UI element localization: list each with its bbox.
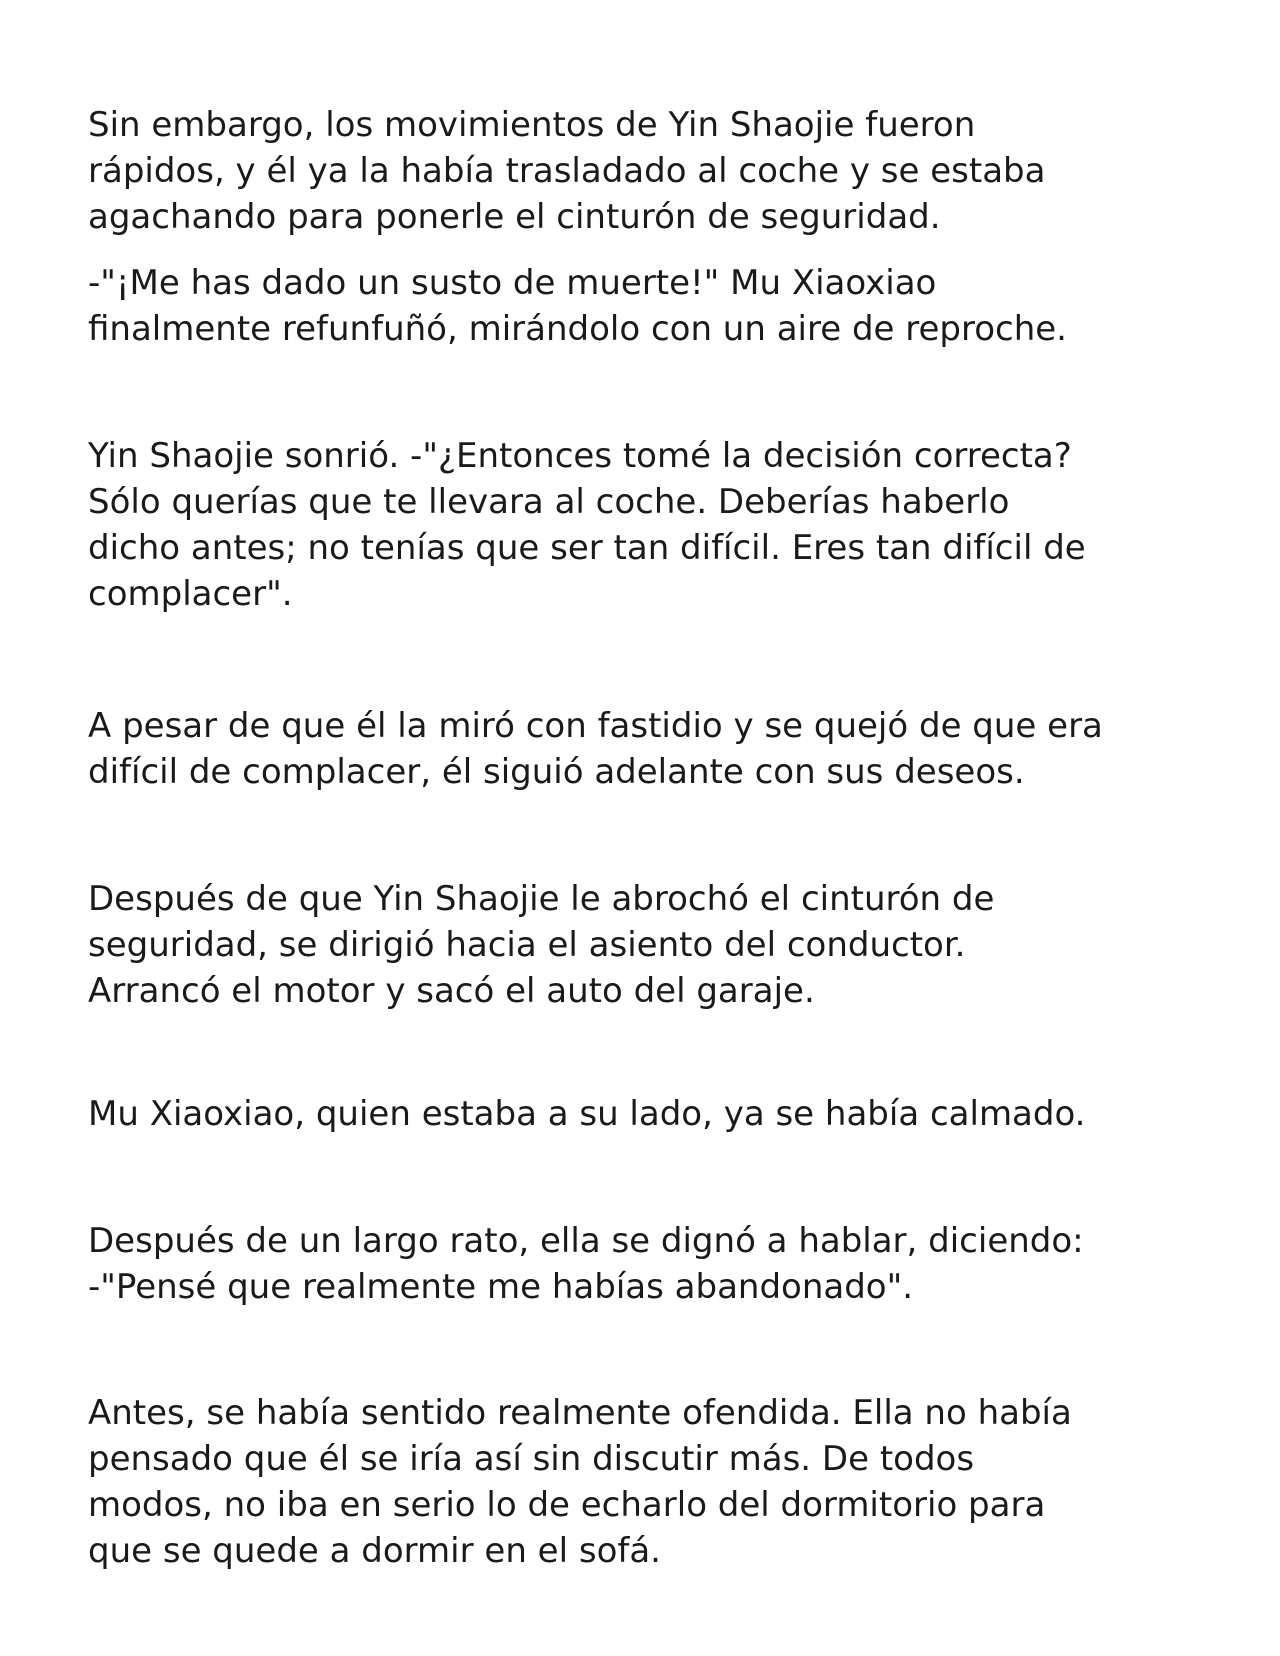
paragraph-1: Sin embargo, los movimientos de Yin Shaojie fueron rápidos, y él ya la había trasladado al coche y se estaba agachando para ponerle el cinturón de seguridad. <box>88 105 1046 237</box>
paragraph-7: Después de un largo rato, ella se dignó a hablar, diciendo: -"Pensé que realmente me habías abandonado". <box>88 1221 1084 1307</box>
paragraph-4: A pesar de que él la miró con fastidio y se quejó de que era difícil de complacer, él siguió adelante con sus deseos. <box>88 706 1103 792</box>
paragraph-8: Antes, se había sentido realmente ofendida. Ella no había pensado que él se iría así sin discutir más. De todos modos, no iba en serio lo de echarlo del dormitorio para que se quede a dormir en el sofá. <box>88 1393 1072 1571</box>
paragraph-5: Después de que Yin Shaojie le abrochó el cinturón de seguridad, se dirigió hacia el asiento del conductor. Arrancó el motor y sacó el auto del garaje. <box>88 879 995 1011</box>
paragraph-6: Mu Xiaoxiao, quien estaba a su lado, ya se había calmado. <box>88 1094 1086 1134</box>
paragraph-2: -"¡Me has dado un susto de muerte!" Mu Xiaoxiao finalmente refunfuñó, mirándolo con un aire de reproche. <box>88 263 1067 349</box>
paragraph-3: Yin Shaojie sonrió. -"¿Entonces tomé la decisión correcta? Sólo querías que te llevara al coche. Deberías haberlo dicho antes; no tenías que ser tan difícil. Eres tan difícil de complacer". <box>88 436 1086 614</box>
